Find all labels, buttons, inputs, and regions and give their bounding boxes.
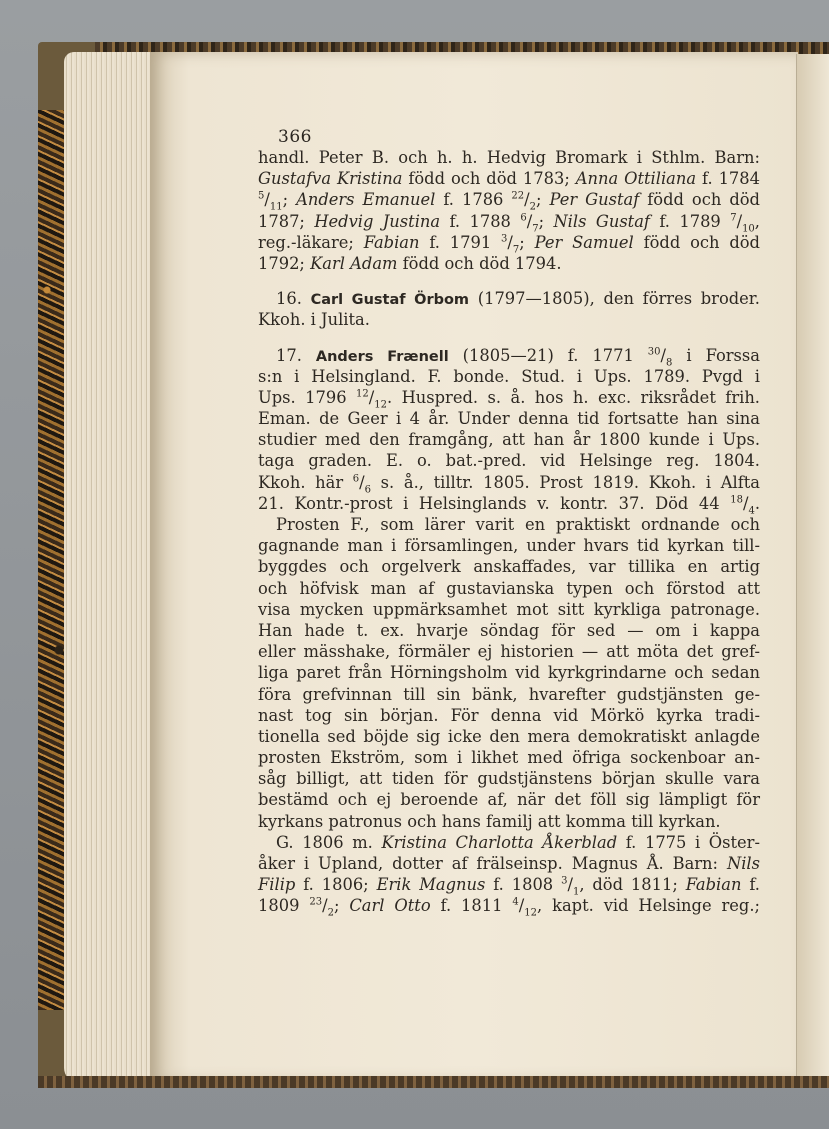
text-line: G. 1806 m. Kristina Charlotta Åkerblad f. 1775 i Öster- bbox=[276, 832, 760, 852]
text-line: Filip f. 1806; Erik Magnus f. 1808 $^3/_1$, död 1811; Fabian f. bbox=[258, 875, 760, 898]
text-line: Prosten F., som lärer varit en praktiskt ordnande och bbox=[276, 515, 760, 534]
text-line: s:n i Helsingland. F. bonde. Stud. i Ups. 1789. Pvgd i bbox=[258, 366, 760, 386]
text-line: och höfvisk man af gustavianska typen och förstod att bbox=[258, 578, 760, 598]
text-line: $^5/_{11}$; Anders Emanuel f. 1786 $^{22}/_2$; Per Gustaf född och död bbox=[258, 190, 760, 213]
text-line: Gustafva Kristina född och död 1783; Anna Ottiliana f. 1784 bbox=[258, 169, 761, 189]
text-line: studier med den framgång, att han år 1800 kunde i Ups. bbox=[258, 430, 760, 450]
text-line: taga graden. E. o. bat.-pred. vid Helsinge reg. 1804. bbox=[258, 451, 760, 471]
cover-bottom-edge bbox=[38, 1076, 829, 1088]
text-line: föra grefvinnan till sin bänk, hvarefter gudstjänsten ge- bbox=[258, 684, 760, 704]
page-number: 366 bbox=[278, 127, 312, 147]
text-line: bestämd och ej beroende af, när det föll sig lämpligt för bbox=[258, 790, 760, 810]
text-line: 1787; Hedvig Justina f. 1788 $^6/_7$; Nils Gustaf f. 1789 $^7/_{10}$, bbox=[258, 211, 760, 234]
text-line: Kkoh. i Julita. bbox=[258, 310, 370, 330]
page-block-edges bbox=[64, 52, 156, 1082]
facing-page-edge bbox=[796, 54, 829, 1079]
text-line: 17. Anders Frænell (1805—21) f. 1771 $^{30}/_8$ i Forssa bbox=[276, 345, 760, 368]
text-line: Kkoh. här $^6/_6$ s. å., tilltr. 1805. Prost 1819. Kkoh. i Alfta bbox=[258, 472, 760, 495]
text-line: byggdes och orgelverk anskaffades, var tillika en artig bbox=[258, 557, 760, 577]
text-line: såg billigt, att tiden för gudstjänstens början skulle vara bbox=[258, 769, 760, 789]
text-line: visa mycken uppmärksamhet mot sitt kyrkliga patronage. bbox=[258, 599, 760, 619]
text-line: Eman. de Geer i 4 år. Under denna tid fortsatte han sina bbox=[258, 409, 760, 429]
text-line: reg.-läkare; Fabian f. 1791 $^3/_7$; Per Samuel född och död bbox=[258, 232, 760, 255]
text-line: Han hade t. ex. hvarje söndag för sed — om i kappa bbox=[258, 620, 760, 640]
text-line: eller mässhake, förmäler ej historien — att möta det gref- bbox=[258, 642, 760, 662]
text-line: prosten Ekström, som i likhet med öfriga sockenboar an- bbox=[258, 748, 760, 768]
text-line: 21. Kontr.-prost i Helsinglands v. kontr. 37. Död 44 $^{18}/_4$. bbox=[258, 493, 760, 517]
text-line: kyrkans patronus och hans familj att komma till kyrkan. bbox=[258, 811, 721, 831]
paragraph-gap bbox=[258, 331, 760, 345]
text-line: handl. Peter B. och h. h. Hedvig Bromark i Sthlm. Barn: bbox=[258, 148, 760, 167]
text-line: liga paret från Hörningsholm vid kyrkgrindarne och sedan bbox=[258, 663, 760, 683]
text-line: gagnande man i församlingen, under hvars tid kyrkan till- bbox=[258, 536, 760, 556]
text-line: 16. Carl Gustaf Örbom (1797—1805), den förres broder. bbox=[276, 289, 760, 309]
body-text bbox=[258, 147, 760, 917]
text-line: 1809 $^{23}/_2$; Carl Otto f. 1811 $^4/_{12}$, kapt. vid Helsinge reg.; bbox=[258, 896, 760, 919]
paragraph-gap bbox=[258, 274, 760, 288]
text-line: tionella sed böjde sig icke den mera demokratiskt anlagde bbox=[258, 726, 760, 746]
text-line: åker i Upland, dotter af frälseinsp. Magnus Å. Barn: Nils bbox=[258, 854, 760, 873]
text-line: 1792; Karl Adam född och död 1794. bbox=[258, 253, 562, 273]
text-line: Ups. 1796 $^{12}/_{12}$. Huspred. s. å. hos h. exc. riksrådet frih. bbox=[258, 387, 760, 411]
text-line: nast tog sin början. För denna vid Mörkö kyrka tradi- bbox=[258, 705, 760, 725]
